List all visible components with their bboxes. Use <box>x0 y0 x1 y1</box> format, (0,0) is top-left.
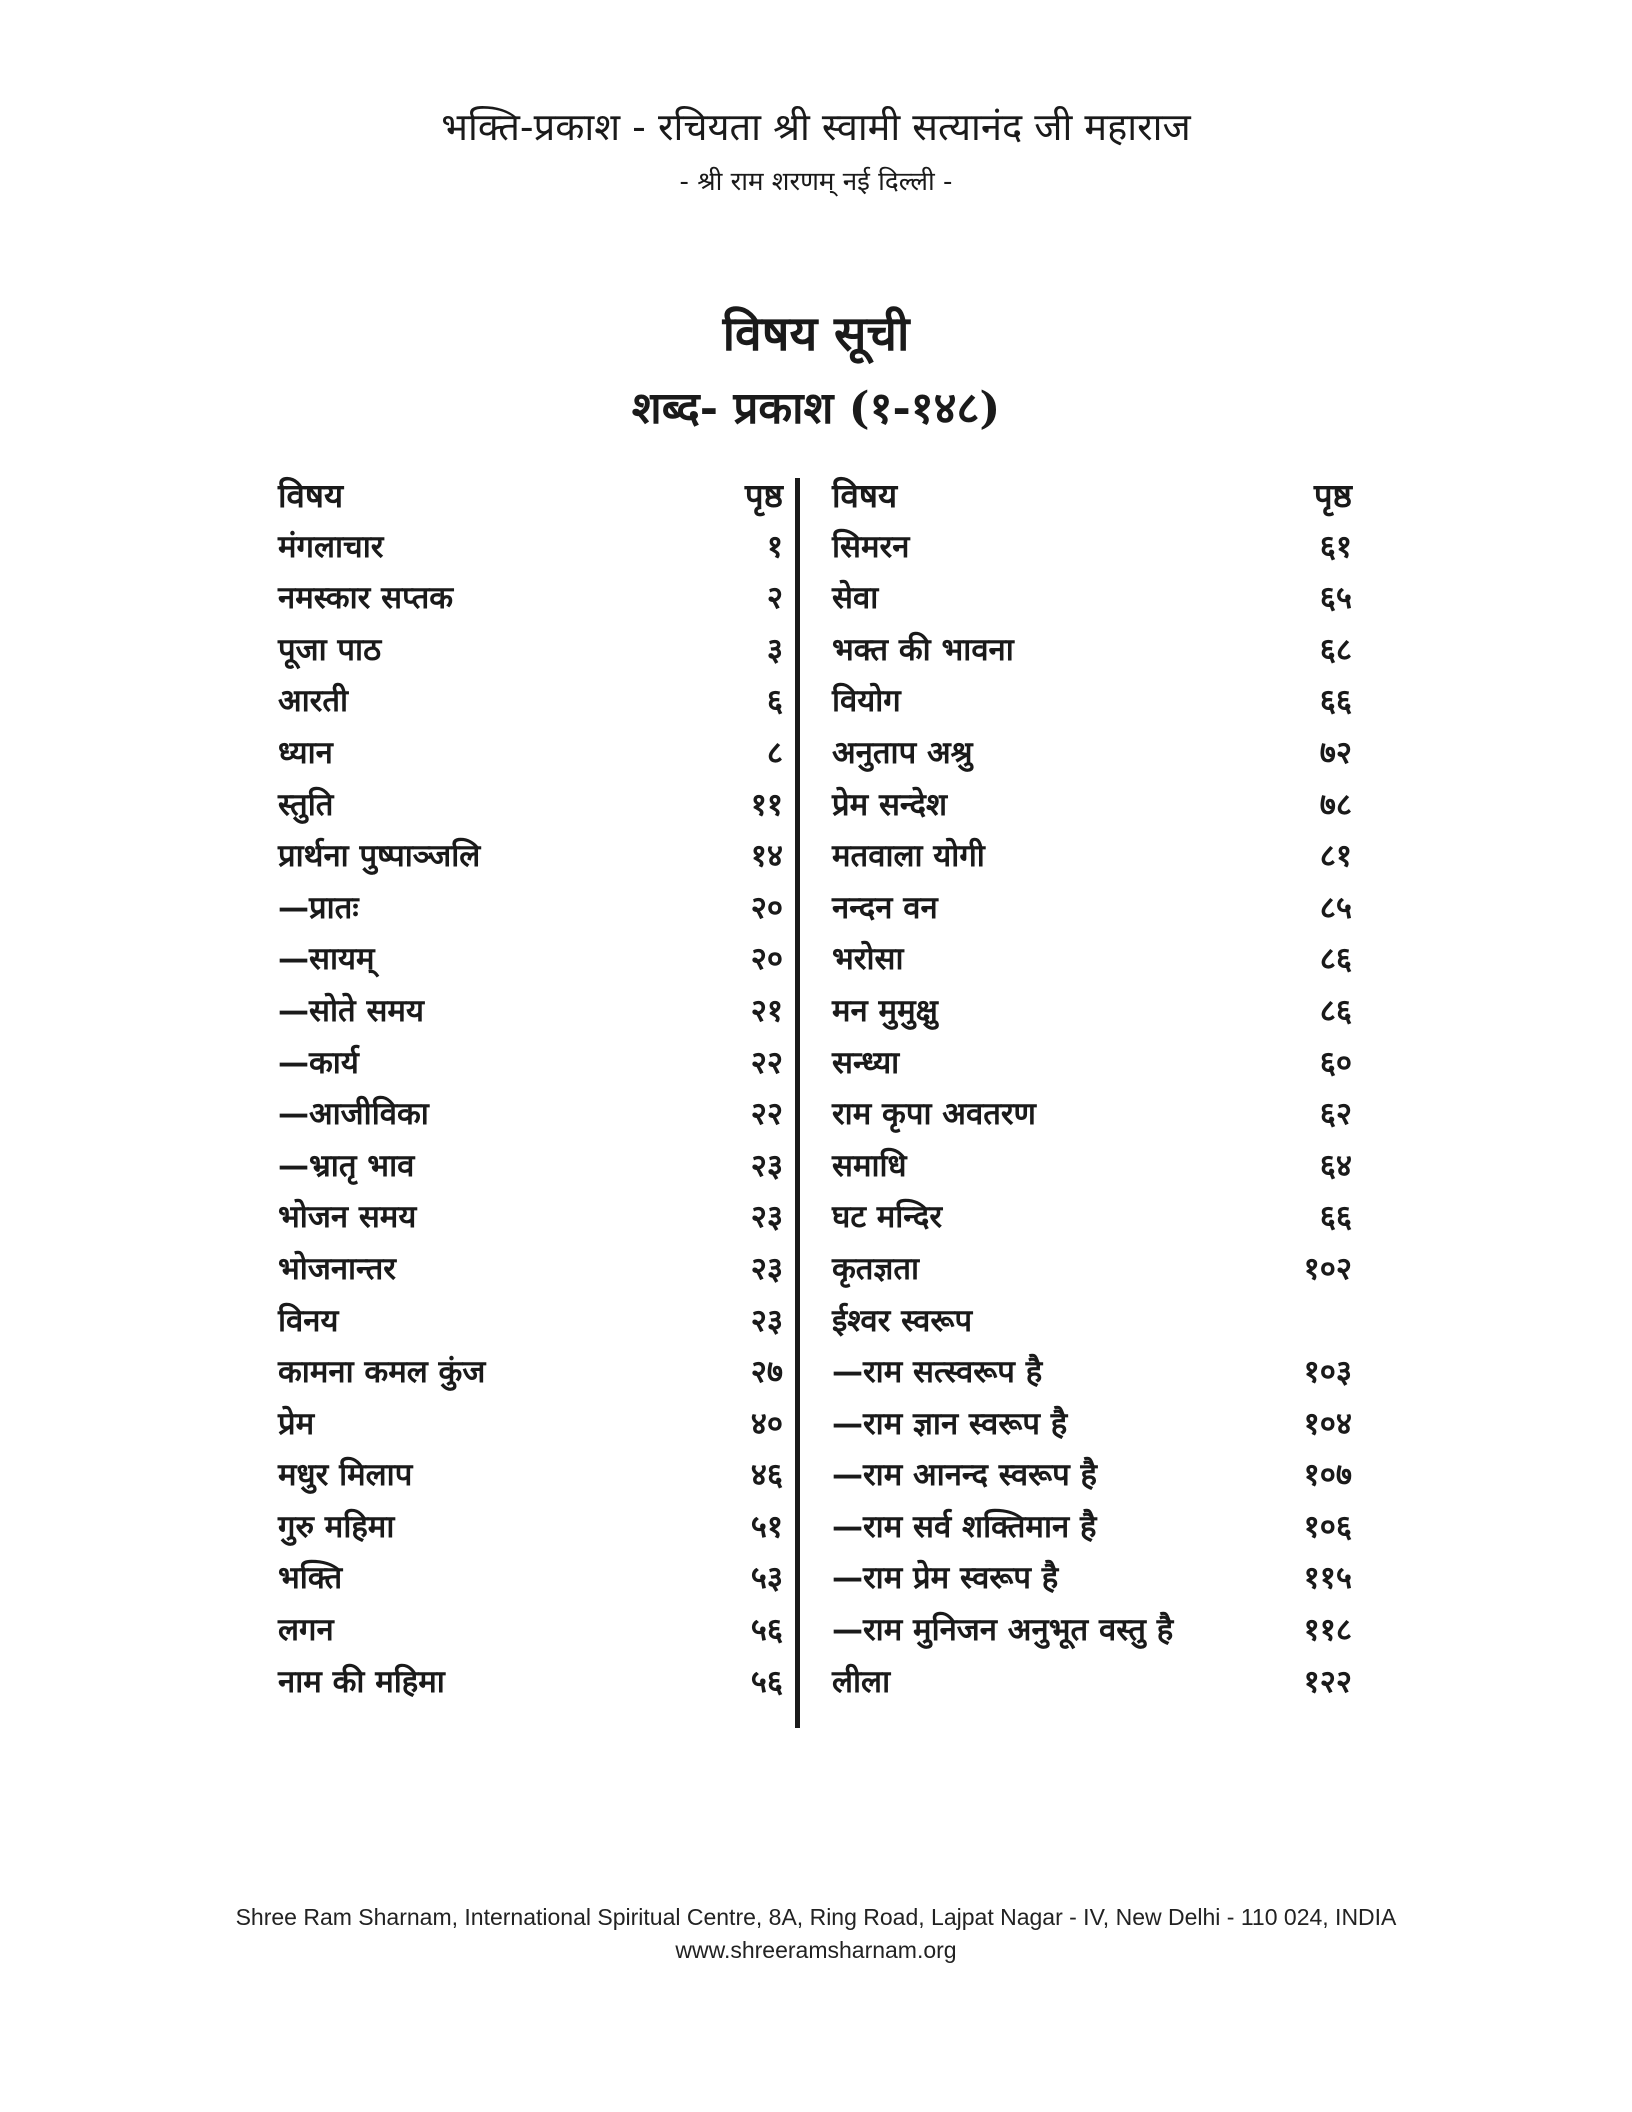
toc-entry-subject: मंगलाचार <box>278 528 384 565</box>
toc-entry <box>278 1296 783 1348</box>
toc-entry-page: ६४ <box>1319 1147 1352 1184</box>
toc-entry-page: ८६ <box>1319 992 1352 1029</box>
toc-entry-page: २२ <box>750 1096 783 1133</box>
toc-entry-subject: —राम प्रेम स्वरूप है <box>832 1560 1059 1597</box>
toc-entry-page: ६५ <box>1319 580 1352 617</box>
toc-entry <box>278 1657 783 1709</box>
toc-title: विषय सूची <box>722 306 910 362</box>
toc-entry-subject: भक्त की भावना <box>832 631 1014 668</box>
toc-entry <box>278 1244 783 1296</box>
toc-entry-subject: पूजा पाठ <box>278 631 382 668</box>
toc-entry <box>832 573 1352 625</box>
toc-entry-subject: अनुताप अश्रु <box>832 734 973 771</box>
toc-entry-page: ८ <box>766 734 783 771</box>
toc-entry <box>832 1192 1352 1244</box>
toc-entry-subject: ध्यान <box>278 734 333 771</box>
toc-entry-subject: मतवाला योगी <box>832 838 985 875</box>
toc-entry-page: ८५ <box>1319 889 1352 926</box>
toc-entry-subject: सिमरन <box>832 528 910 565</box>
toc-entry-subject: —राम सर्व शक्तिमान है <box>832 1508 1097 1545</box>
toc-entry-subject: स्तुति <box>278 786 334 823</box>
toc-entry-subject: नन्दन वन <box>832 889 938 926</box>
toc-entry-subject: —सोते समय <box>278 992 424 1029</box>
toc-entry-subject: समाधि <box>832 1147 907 1184</box>
toc-entry-page: २३ <box>750 1199 783 1236</box>
toc-entry <box>832 728 1352 780</box>
toc-entry <box>832 676 1352 728</box>
toc-entry-subject: आरती <box>278 683 349 720</box>
toc-entry <box>278 676 783 728</box>
toc-entry-subject: —राम सत्स्वरूप है <box>832 1354 1043 1391</box>
toc-entry <box>278 986 783 1038</box>
toc-entry-subject: कृतज्ञता <box>832 1250 920 1287</box>
toc-entry-page: ११८ <box>1303 1612 1352 1649</box>
toc-entry-page: २१ <box>750 992 783 1029</box>
toc-entry-subject: —भ्रातृ भाव <box>278 1147 415 1184</box>
toc-entry <box>278 1502 783 1554</box>
toc-entry-subject: लगन <box>278 1612 334 1649</box>
footer-address: Shree Ram Sharnam, International Spiritual Centre, 8A, Ring Road, Lajpat Nagar - IV, New Delhi - 110 024, INDIA <box>235 1904 1397 1930</box>
toc-left-rows <box>278 522 783 1709</box>
toc-entry-page: ६१ <box>1319 528 1352 565</box>
publisher-line: - श्री राम शरणम् नई दिल्ली - <box>679 167 953 197</box>
toc-entry-subject: —कार्य <box>278 1044 359 1081</box>
toc-entry <box>832 1657 1352 1709</box>
toc-entry-subject: —प्रातः <box>278 889 359 926</box>
toc-entry <box>278 1450 783 1502</box>
column-divider <box>795 478 800 1728</box>
toc-entry-page: ६६ <box>1319 1199 1352 1236</box>
toc-entry-subject: गुरु महिमा <box>278 1508 395 1545</box>
toc-entry-page: २३ <box>750 1250 783 1287</box>
toc-entry-page: १०४ <box>1303 1405 1352 1442</box>
toc-entry-page: ८६ <box>1319 941 1352 978</box>
toc-entry-subject: प्रेम सन्देश <box>832 786 948 823</box>
toc-left-column <box>278 470 783 1708</box>
toc-entry-subject: सन्ध्या <box>832 1044 900 1081</box>
page-header: पृष्ठ <box>744 476 783 515</box>
footer-url[interactable]: www.shreeramsharnam.org <box>675 1937 957 1963</box>
toc-entry-page: १२२ <box>1303 1663 1352 1700</box>
toc-entry-page: २० <box>750 941 783 978</box>
column-header <box>278 470 783 522</box>
toc-entry-subject: लीला <box>832 1663 891 1700</box>
toc-entry-page: ६० <box>1319 1044 1352 1081</box>
toc-entry-page: १४ <box>750 838 783 875</box>
toc-entry-subject: —सायम् <box>278 941 375 978</box>
toc-entry-page: ६ <box>766 683 783 720</box>
toc-entry-page: २३ <box>750 1147 783 1184</box>
toc-entry-page: ६२ <box>1319 1096 1352 1133</box>
toc-entry <box>832 1450 1352 1502</box>
toc-entry-page: ११५ <box>1303 1560 1352 1597</box>
toc-entry-page: १०३ <box>1303 1354 1352 1391</box>
subject-header: विषय <box>832 476 898 515</box>
book-title: भक्ति-प्रकाश - रचियता श्री स्वामी सत्यानंद जी महाराज <box>441 105 1191 149</box>
toc-entry-page: १०६ <box>1303 1508 1352 1545</box>
toc-entry-subject: विनय <box>278 1302 339 1339</box>
toc-entry-page: ८१ <box>1319 838 1352 875</box>
toc-entry-page: ११ <box>750 786 783 823</box>
toc-entry <box>832 1038 1352 1090</box>
toc-entry-subject: प्रेम <box>278 1405 315 1442</box>
toc-entry <box>278 883 783 935</box>
subject-header: विषय <box>278 476 344 515</box>
toc-entry <box>832 934 1352 986</box>
toc-entry <box>278 1605 783 1657</box>
toc-entry-subject: वियोग <box>832 683 901 720</box>
toc-entry-subject: भक्ति <box>278 1560 343 1597</box>
toc-entry-subject: भरोसा <box>832 941 904 978</box>
toc-entry-page: ६६ <box>1319 683 1352 720</box>
toc-entry-subject: मन मुमुक्षु <box>832 992 938 1029</box>
toc-right-rows <box>832 522 1352 1709</box>
toc-entry <box>278 1399 783 1451</box>
toc-entry <box>832 780 1352 832</box>
toc-entry-page: ५६ <box>750 1663 783 1700</box>
toc-subtitle: शब्द- प्रकाश (१-१४८) <box>631 383 1001 434</box>
toc-entry <box>832 1296 1352 1348</box>
toc-entry-page: ६८ <box>1319 631 1352 668</box>
toc-entry <box>832 1605 1352 1657</box>
toc-entry-page: २७ <box>750 1354 783 1391</box>
toc-entry <box>832 1502 1352 1554</box>
toc-entry-subject: कामना कमल कुंज <box>278 1354 486 1391</box>
toc-entry <box>278 1141 783 1193</box>
toc-entry <box>832 1553 1352 1605</box>
toc-entry <box>832 1244 1352 1296</box>
toc-right-column <box>832 470 1352 1708</box>
toc-entry-subject: प्रार्थना पुष्पाञ्जलि <box>278 838 481 875</box>
toc-entry <box>278 625 783 677</box>
toc-entry <box>832 986 1352 1038</box>
column-header <box>832 470 1352 522</box>
toc-entry <box>832 1399 1352 1451</box>
toc-entry-page: २२ <box>750 1044 783 1081</box>
page-header: पृष्ठ <box>1313 476 1352 515</box>
toc-entry-subject: —राम मुनिजन अनुभूत वस्तु है <box>832 1612 1174 1649</box>
toc-entry <box>832 522 1352 574</box>
toc-entry <box>278 1089 783 1141</box>
toc-entry <box>832 1089 1352 1141</box>
toc-entry-subject: मधुर मिलाप <box>278 1457 413 1494</box>
toc-entry-subject: भोजन समय <box>278 1199 417 1236</box>
toc-entry-page: ५३ <box>750 1560 783 1597</box>
toc-entry-subject: —राम आनन्द स्वरूप है <box>832 1457 1098 1494</box>
toc-entry-page: २३ <box>750 1302 783 1339</box>
toc-entry <box>278 780 783 832</box>
toc-entry <box>278 1347 783 1399</box>
toc-entry <box>278 831 783 883</box>
toc-entry <box>278 934 783 986</box>
toc-entry <box>278 1038 783 1090</box>
toc-entry-subject: नाम की महिमा <box>278 1663 445 1700</box>
toc-entry-page: २० <box>750 889 783 926</box>
toc-entry <box>832 1347 1352 1399</box>
toc-entry <box>832 625 1352 677</box>
toc-entry-page: १०७ <box>1303 1457 1352 1494</box>
toc-entry-subject: —राम ज्ञान स्वरूप है <box>832 1405 1068 1442</box>
toc-entry-page: ५१ <box>750 1508 783 1545</box>
toc-entry-page: ७२ <box>1319 734 1352 771</box>
toc-entry-subject: घट मन्दिर <box>832 1199 943 1236</box>
toc-entry-subject: —आजीविका <box>278 1096 429 1133</box>
toc-entry-page: ४६ <box>750 1457 783 1494</box>
toc-entry-page: ४० <box>750 1405 783 1442</box>
toc-entry <box>278 1192 783 1244</box>
toc-entry-page: ७८ <box>1319 786 1352 823</box>
toc-entry-page: १०२ <box>1303 1250 1352 1287</box>
toc-entry <box>832 831 1352 883</box>
toc-entry <box>278 573 783 625</box>
toc-entry-subject: ईश्वर स्वरूप <box>832 1302 973 1339</box>
toc-entry <box>278 728 783 780</box>
toc-entry-subject: राम कृपा अवतरण <box>832 1096 1036 1133</box>
toc-entry-page: १ <box>766 528 783 565</box>
toc-entry-page: ३ <box>766 631 783 668</box>
toc-entry-subject: भोजनान्तर <box>278 1250 396 1287</box>
toc-entry-subject: नमस्कार सप्तक <box>278 580 454 617</box>
toc-entry-subject: सेवा <box>832 580 879 617</box>
toc-entry <box>278 522 783 574</box>
toc-entry-page: ५६ <box>750 1612 783 1649</box>
toc-entry-page: २ <box>766 580 783 617</box>
toc-entry <box>832 883 1352 935</box>
toc-entry <box>278 1553 783 1605</box>
toc-entry <box>832 1141 1352 1193</box>
